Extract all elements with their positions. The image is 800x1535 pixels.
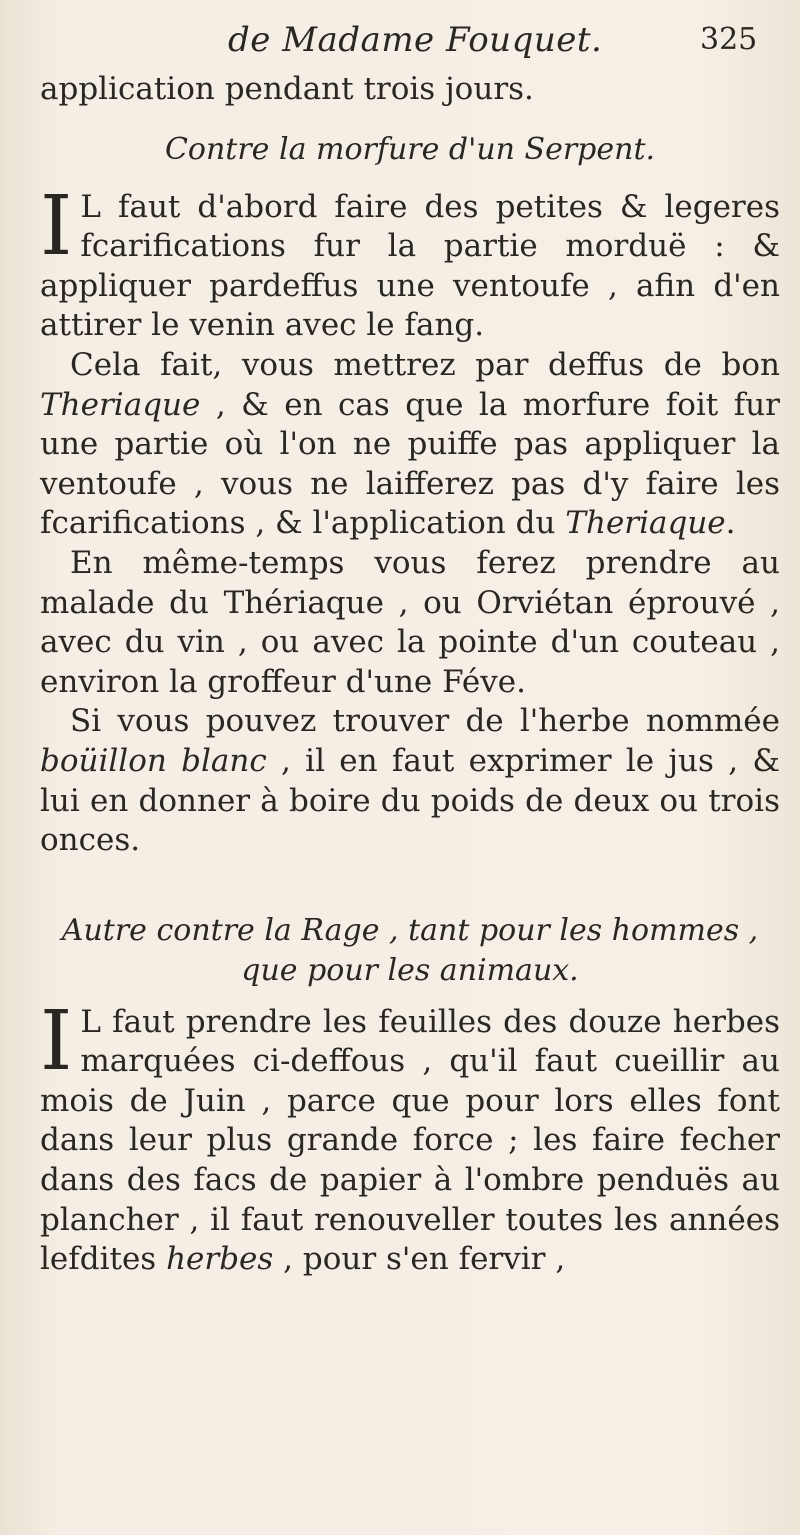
italic-term: Theriaque [565, 505, 726, 542]
drop-cap: I [40, 178, 73, 274]
continuation-line: application pendant trois jours. [40, 71, 534, 107]
page-number: 325 [700, 22, 758, 57]
paragraph-rage-1 [40, 993, 780, 1280]
italic-term: herbes [166, 1241, 274, 1278]
paragraph-text: Si vous pouvez trouver de l'herbe nommée [70, 703, 780, 740]
paragraph-text: Cela fait, vous mettrez par deffus de bon [70, 346, 780, 383]
paragraph-serpent-4 [40, 702, 780, 860]
page-header [0, 20, 800, 66]
section-title-line: Autre contre la Rage , tant pour les hommes , [61, 912, 759, 948]
italic-term: Theriaque [40, 386, 201, 423]
paragraph-text: . [725, 505, 736, 542]
paragraph-serpent-1 [40, 178, 780, 346]
body-text [40, 70, 780, 1280]
paragraph-text: L faut d'abord faire des petites & legeres fcarifications fur la partie morduë : & appliquer pardeffus une ventoufe , afin d'en attirer le venin avec le fang. [40, 188, 780, 344]
paragraph-text: , & en cas que la morfure foit fur une partie où l'on ne puiffe pas appliquer la ventoufe , vous ne laifferez pas d'y faire les fcarifications , & l'application du [40, 386, 780, 542]
paragraph-serpent-3: En même-temps vous ferez prendre au malade du Thériaque , ou Orviétan éprouvé , avec du vin , ou avec la pointe d'un couteau , environ la groffeur d'une Féve. [40, 544, 780, 700]
paragraph-text: , pour s'en fervir , [273, 1241, 566, 1278]
paragraph-text: , il en faut exprimer le jus , & lui en donner à boire du poids de deux ou trois onces. [40, 742, 780, 859]
italic-term: boüillon blanc [40, 742, 267, 779]
running-title: de Madame Fouquet. [228, 20, 603, 60]
paragraph-serpent-2 [40, 346, 780, 544]
paragraph-text: L faut prendre les feuilles des douze herbes marquées ci-deffous , qu'il faut cueillir au mois de Juin , parce que pour lors elles font dans leur plus grande force ; les faire fecher dans des facs de papier à l'ombre penduës au plancher , il faut renouveller toutes les années lefdites [40, 1003, 780, 1278]
drop-cap: I [40, 993, 73, 1089]
section-title-rage [40, 911, 780, 991]
section-title-serpent: Contre la morfure d'un Serpent. [164, 131, 656, 167]
section-title-line: que pour les animaux. [241, 952, 579, 988]
